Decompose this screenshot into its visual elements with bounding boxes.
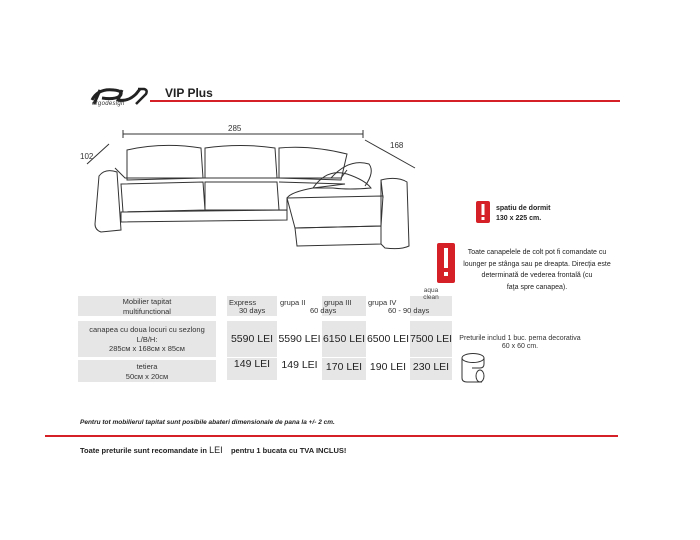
sleeping-area-label: spatiu de dormit — [496, 205, 551, 212]
dimension-width: 285 — [228, 124, 242, 133]
dimension-depth-left: 102 — [80, 152, 94, 161]
pricing-prefix: Toate preturile sunt recomandate in — [80, 446, 207, 455]
sleeping-area-size: 130 x 225 cm. — [496, 215, 542, 222]
corner-note-line: lounger pe stânga sau pe dreapta. Direcţia este — [463, 260, 611, 268]
header-label-line: multifunctional — [123, 306, 171, 316]
warning-icon — [476, 201, 490, 223]
sofa-diagram — [75, 118, 425, 258]
sleeping-area-note — [496, 204, 550, 224]
headrest-icon — [460, 352, 486, 386]
logo-tagline: ergodesign — [92, 101, 125, 107]
pricing-suffix: pentru 1 bucata cu TVA INCLUS! — [230, 446, 347, 455]
price-headrest-express: 149 LEI — [233, 358, 271, 370]
row-label-line: 50cм x 20cм — [125, 371, 169, 381]
pillow-note-line: 60 x 60 cm. — [501, 343, 539, 350]
group-iii: grupa III — [324, 298, 352, 307]
days-group-iv: 60 - 90 days — [388, 306, 430, 315]
aqua-clean-text: aqua clean — [423, 287, 439, 301]
pillow-note-line: Preturile includ 1 buc. perna decorativa — [459, 335, 581, 342]
price-sofa-group-ii: 5590 LEI — [278, 333, 321, 345]
corner-note-line: Toate canapelele de colt pot fi comandate cu — [467, 249, 607, 256]
price-headrest-group-iv: 190 LEI — [369, 361, 407, 373]
group-iv: grupa IV — [368, 298, 397, 307]
price-headrest-group-ii: 149 LEI — [281, 359, 318, 371]
price-sofa-express: 5590 LEI — [230, 333, 274, 345]
price-headrest-aqua-clean: 230 LEI — [412, 361, 450, 373]
row-label-headrest — [78, 362, 216, 381]
price-sofa-group-iii: 6150 LEI — [322, 333, 366, 345]
days-group-ii-iii: 60 days — [310, 306, 337, 315]
page-title: VIP Plus — [165, 86, 213, 100]
tolerance-note: Pentru tot mobilierul tapitat sunt posibile abateri dimensionale de pana la +/- 2 cm. — [80, 419, 335, 426]
corner-note-line: determinată de vederea frontală (cu — [481, 272, 593, 279]
group-express: Express — [229, 298, 257, 307]
price-headrest-group-iii: 170 LEI — [325, 361, 363, 373]
aqua-clean-logo — [416, 288, 446, 301]
corner-orientation-note — [452, 247, 622, 293]
table-header-label — [78, 297, 216, 316]
row-label-sofa — [78, 325, 216, 354]
pillow-note — [450, 335, 590, 351]
header-label-line: Mobilier tapitat — [122, 297, 172, 306]
corner-note-line: faţa spre canapea). — [506, 283, 568, 291]
row-label-line: canapea cu doua locuri cu sezlong — [89, 325, 205, 334]
price-sofa-group-iv: 6500 LEI — [366, 333, 410, 345]
row-label-line: tetiera — [136, 362, 158, 371]
header-divider — [150, 100, 620, 102]
row-label-line: L/B/H: — [136, 334, 158, 344]
price-sofa-aqua-clean: 7500 LEI — [410, 333, 453, 345]
group-ii: grupa II — [280, 298, 306, 307]
days-express: 30 days — [239, 306, 266, 315]
row-label-line: 285cм x 168cм x 85cм — [109, 344, 185, 353]
footer-divider — [45, 435, 618, 437]
dimension-depth-right: 168 — [390, 141, 404, 150]
currency-label: LEI — [209, 445, 223, 455]
pricing-statement — [80, 445, 346, 455]
